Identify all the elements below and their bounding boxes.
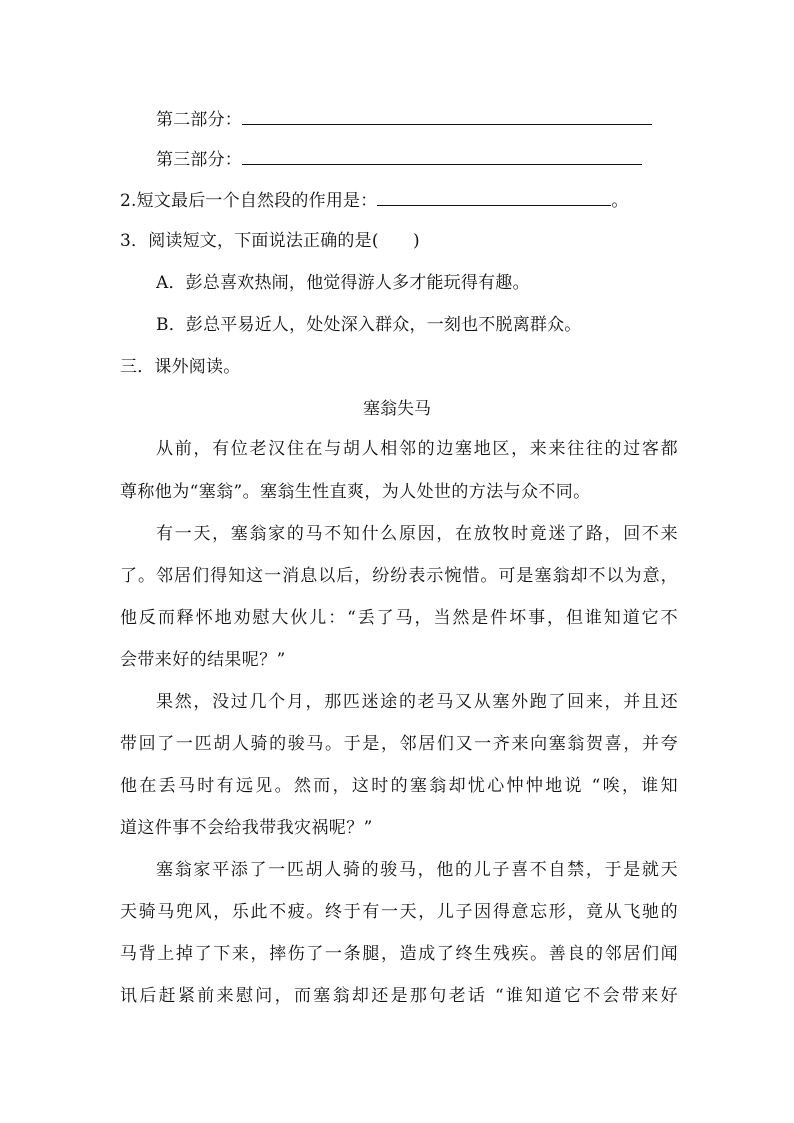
part3-label: 第三部分： [156,150,242,170]
question-2-end: 。 [611,191,629,211]
question-3: 3．阅读短文，下面说法正确的是( ) [120,231,420,251]
story-line: 讯后赶紧前来慰问，而塞翁却还是那句老话 “谁知道它不会带来好 [120,986,678,1006]
story-line: 带回了一匹胡人骑的骏马。于是，邻居们又一齐来向塞翁贺喜，并夸 [120,734,678,754]
option-b: B．彭总平易近人，处处深入群众，一刻也不脱离群众。 [156,315,582,335]
story-line: 天骑马兜风，乐此不疲。终于有一天，儿子因得意忘形，竟从飞驰的 [120,902,678,922]
section-3-heading: 三．课外阅读。 [120,357,241,377]
story-line: 从前，有位老汉住在与胡人相邻的边塞地区，来来往往的过客都 [156,439,678,459]
story-line: 道这件事不会给我带我灾祸呢？” [120,818,373,838]
story-line: 马背上掉了下来，摔伤了一条腿，造成了终生残疾。善良的邻居们闻 [120,944,678,964]
part3-answer-blank[interactable] [242,150,642,165]
story-title: 塞翁失马 [363,399,431,419]
story-line: 有一天，塞翁家的马不知什么原因，在放牧时竟迷了路，回不来 [156,524,678,544]
story-line: 他在丢马时有远见。然而，这时的塞翁却忧心忡忡地说 “唉，谁知 [120,776,678,796]
story-line: 会带来好的结果呢？” [120,650,286,670]
part3-row [156,148,642,172]
part2-row [156,108,652,132]
part2-answer-blank[interactable] [242,110,652,125]
story-line: 他反而释怀地劝慰大伙儿：“丢了马，当然是件坏事，但谁知道它不 [120,608,678,628]
story-line: 尊称他为“塞翁”。塞翁生性直爽，为人处世的方法与众不同。 [120,482,591,502]
story-line: 塞翁家平添了一匹胡人骑的骏马，他的儿子喜不自禁，于是就天 [156,860,678,880]
story-line: 了。邻居们得知这一消息以后，纷纷表示惋惜。可是塞翁却不以为意， [120,566,678,586]
part2-label: 第二部分： [156,110,242,130]
question-2-text: 2.短文最后一个自然段的作用是： [120,191,378,211]
story-line: 果然，没过几个月，那匹迷途的老马又从塞外跑了回来，并且还 [156,692,678,712]
option-a: A．彭总喜欢热闹，他觉得游人多才能玩得有趣。 [156,273,530,293]
question-2-answer-blank[interactable] [377,191,611,206]
question-2 [120,189,629,213]
